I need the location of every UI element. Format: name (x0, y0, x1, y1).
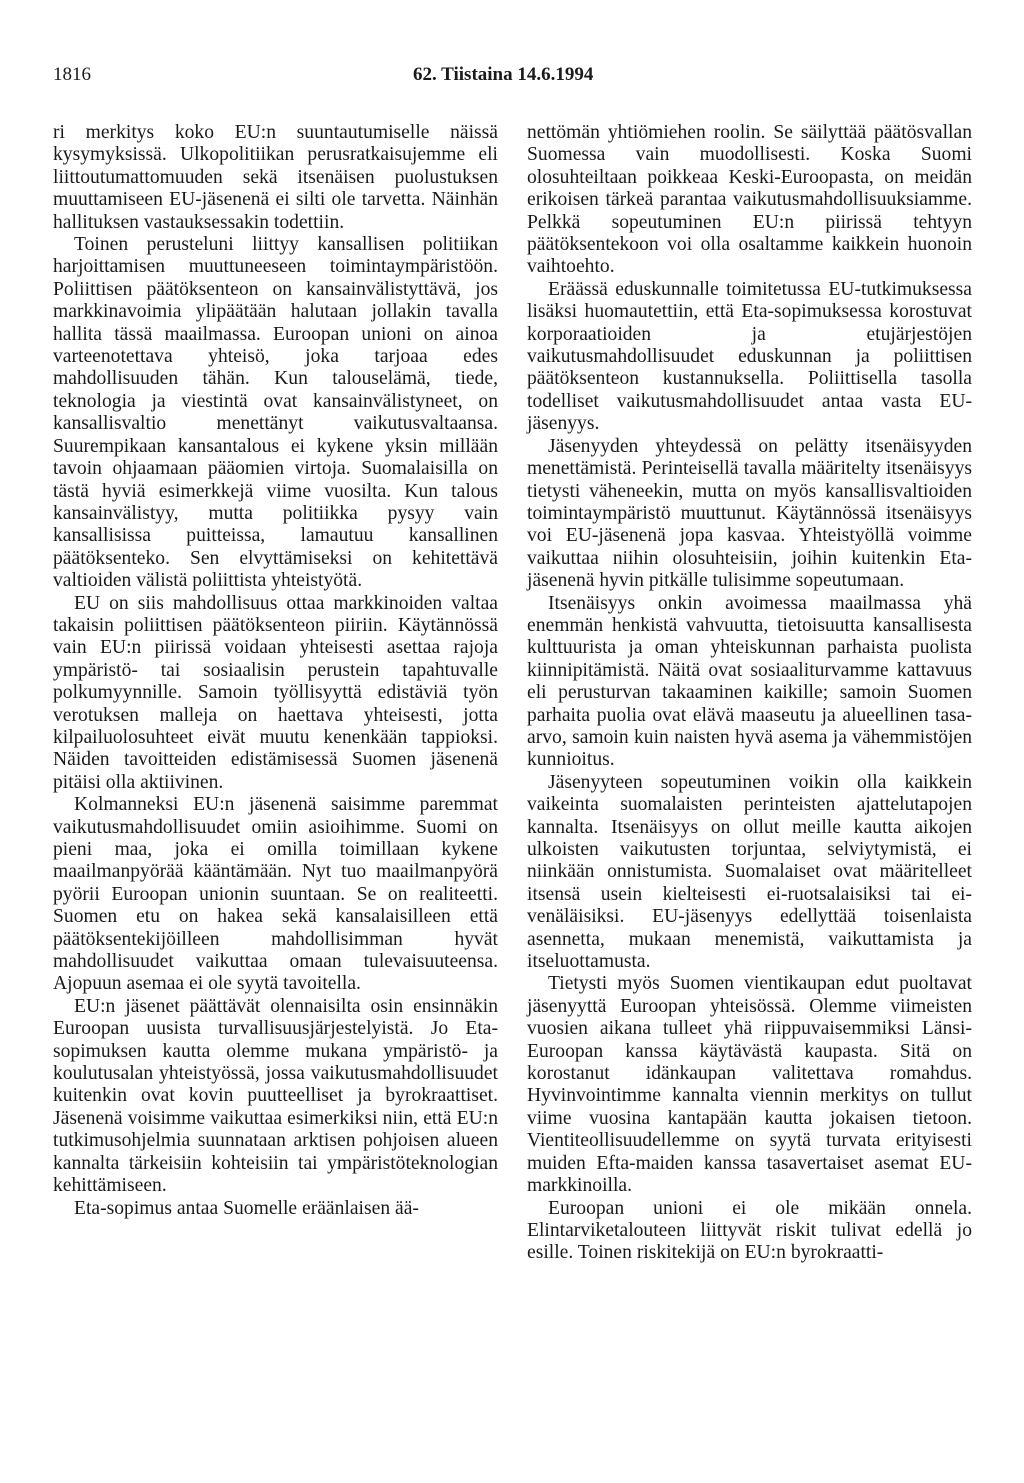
paragraph: Euroopan unioni ei ole mikään onnela. Elintarviketalouteen liittyvät riskit tulivat edellä jo esille. Toinen riskitekijä on EU:n byrokraatti- (527, 1197, 972, 1264)
paragraph: nettömän yhtiömiehen roolin. Se säilyttää päätösvallan Suomessa vain muodollisesti. Koska Suomi olosuhteiltaan poikkeaa Keski-Euroopasta, on meidän erikoisen tärkeä parantaa vaikutusmahdollisuuksiamme. Pelkkä sopeutuminen EU:n piirissä tehtyyn päätöksentekoon voi olla osaltamme kaikkein huonoin vaihtoehto. (527, 122, 972, 278)
paragraph: EU:n jäsenet päättävät olennaisilta osin ensinnäkin Euroopan uusista turvallisuusjärjestelyistä. Jo Eta-sopimuksen kautta olemme mukana ympäristö- ja koulutusalan yhteistyössä, jossa vaikutusmahdollisuudet kuitenkin ovat kovin puutteelliset ja byrokraattiset. Jäsenenä voisimme vaikuttaa esimerkiksi niin, että EU:n tutkimusohjelmia suunnataan arktisen pohjoisen alueen kannalta tärkeisiin kohteisiin tai ympäristöteknologian kehittämiseen. (53, 995, 498, 1197)
paragraph: ri merkitys koko EU:n suuntautumiselle näissä kysymyksissä. Ulkopolitiikan perusratkaisujemme eli liittoutumattomuuden sekä itsenäisen puolustuksen muuttamiseen EU-jäsenenä ei silti ole tarvetta. Näinhän hallituksen vastauksessakin todettiin. (53, 122, 498, 233)
paragraph: Jäsenyyteen sopeutuminen voikin olla kaikkein vaikeinta suomalaisten perinteisten ajattelutapojen kannalta. Itsenäisyys on ollut meille kautta aikojen ulkoisten vaikutusten torjuntaa, selviytymistä, ei niinkään onnistumista. Suomalaiset ovat määritelleet itsensä usein kielteisesti ei-ruotsalaisiksi tai ei-venäläisiksi. EU-jäsenyys edellyttää toisenlaista asennetta, mukaan menemistä, vaikuttamista ja itseluottamusta. (527, 771, 972, 973)
right-column (527, 122, 972, 1265)
running-head: 62. Tiistaina 14.6.1994 (413, 64, 594, 85)
paragraph: EU on siis mahdollisuus ottaa markkinoiden valtaa takaisin poliittisen päätöksenteon piiriin. Käytännössä vain EU:n piirissä voidaan yhteisesti asettaa rajoja ympäristö- tai sosiaalisin perustein tapahtuvalle polkumyynnille. Samoin työllisyyttä edistäviä työn verotuksen malleja on haettava yhteisesti, jotta kilpailuolosuhteet eivät muutu kenenkään tappioksi. Näiden tavoitteiden edistämisessä Suomen jäsenenä pitäisi olla aktiivinen. (53, 592, 498, 793)
paragraph: Toinen perusteluni liittyy kansallisen politiikan harjoittamisen muuttuneeseen toimintaympäristöön. Poliittisen päätöksenteon on kansainvälistyttävä, jos markkinavoimia ylipäätään halutaan jollakin tavalla hallita tässä maailmassa. Euroopan unioni on ainoa varteenotettava yhteisö, joka tarjoaa edes mahdollisuuden tähän. Kun talouselämä, tiede, teknologia ja viestintä ovat kansainvälistyneet, on kansallisvaltio menettänyt vaikutusvaltaansa. Suurempikaan kansantalous ei kykene yksin millään tavoin ohjaamaan pääomien virtoja. Suomalaisilla on tästä hyviä esimerkkejä viime vuosilta. Kun talous kansainvälistyy, mutta politiikka pysyy vain kansallisissa puitteissa, lamautuu kansallinen päätöksenteko. Sen elvyttämiseksi on kehitettävä valtioiden välistä poliittista yhteistyötä. (53, 234, 498, 592)
paragraph: Tietysti myös Suomen vientikaupan edut puoltavat jäsenyyttä Euroopan yhteisössä. Olemme viimeisten vuosien aikana tulleet yhä riippuvaisemmiksi Länsi-Euroopan kanssa käytävästä kaupasta. Sitä on korostanut idänkaupan valitettava romahdus. Hyvinvointimme kannalta viennin merkitys on tullut viime vuosina kantapään kautta jokaisen tietoon. Vientiteollisuudellemme on syytä turvata erityisesti muiden Efta-maiden kanssa tasavertaiset asemat EU-markkinoilla. (527, 973, 972, 1197)
paragraph: Kolmanneksi EU:n jäsenenä saisimme paremmat vaikutusmahdollisuudet omiin asioihimme. Suomi on pieni maa, joka ei omilla toimillaan kykene maailmanpyörää kääntämään. Nyt tuo maailmanpyörä pyörii Euroopan unionin suuntaan. Se on realiteetti. Suomen etu on hakea sekä kansalaisilleen että päätöksentekijöilleen mahdollisimman hyvät mahdollisuudet vaikuttaa omaan tulevaisuuteensa. Ajopuun asemaa ei ole syytä tavoitella. (53, 794, 498, 995)
paragraph: Itsenäisyys onkin avoimessa maailmassa yhä enemmän henkistä vahvuutta, tietoisuutta kansallisesta kulttuurista ja oman yhteiskunnan parhaista puolista kiinnipitämistä. Näitä ovat sosiaaliturvamme kattavuus eli perusturvan takaaminen kaikille; samoin Suomen parhaita puolia ovat elävä maaseutu ja alueellinen tasa-arvo, samoin kuin naisten hyvä asema ja vähemmistöjen kunnioitus. (527, 592, 972, 771)
paragraph: Eräässä eduskunnalle toimitetussa EU-tutkimuksessa lisäksi huomautettiin, että Eta-sopimuksessa korostuvat korporaatioiden ja etujärjestöjen vaikutusmahdollisuudet eduskunnan ja poliittisen päätöksenteon kustannuksella. Poliittisella tasolla todelliset vaikutusmahdollisuudet antaa vasta EU-jäsenyys. (527, 278, 972, 435)
paragraph: Eta-sopimus antaa Suomelle eräänlaisen ää- (74, 1197, 419, 1219)
page-number: 1816 (53, 64, 91, 85)
left-column (53, 122, 498, 1220)
paragraph: Jäsenyyden yhteydessä on pelätty itsenäisyyden menettämistä. Perinteisellä tavalla määritelty itsenäisyys tietysti väheneekin, mutta on myös kansallisvaltioiden toimintaympäristö muuttunut. Käytännössä itsenäisyys voi EU-jäsenenä jopa kasvaa. Yhteistyöllä voimme vaikuttaa niihin olosuhteisiin, joihin kuitenkin Eta-jäsenenä hyvin pitkälle tulisimme sopeutumaan. (527, 435, 972, 592)
